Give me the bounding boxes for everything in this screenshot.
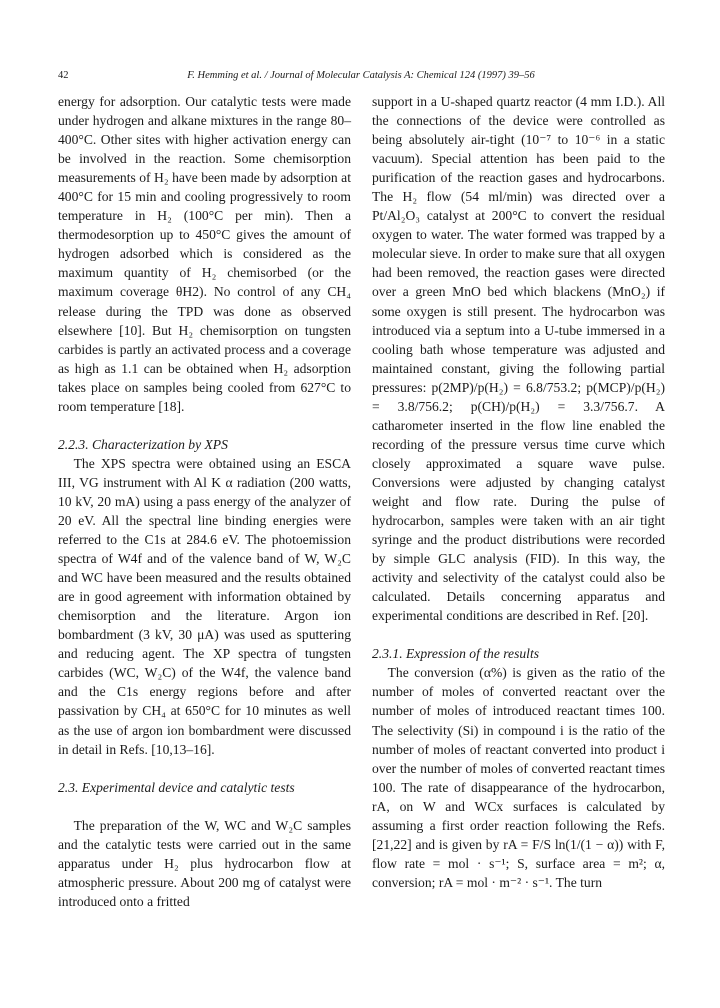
left-column [58,94,351,911]
page-number: 42 [58,70,69,81]
heading-characterization-xps: 2.2.3. Characterization by XPS [58,436,228,452]
paragraph-experimental: The preparation of the W, WC and W₂C samples and the catalytic tests were carried out in the same apparatus under H₂ plus hydrocarbon flow at atmospheric pressure. About 200 mg of catalyst were introduced onto a fritted [58,817,351,909]
right-column [372,94,665,892]
paragraph-apparatus-cont: support in a U-shaped quartz reactor (4 mm I.D.). All the connections of the device were controlled as being absolutely air-tight (10⁻⁷ to 10⁻⁶ in a static vacuum). Special attention has been paid to the purification of the reaction gases and hydrocarbons. The H₂ flow (54 ml/min) was directed over a Pt/Al₂O₃ catalyst at 200°C to convert the residual oxygen to water. The water formed was trapped by a molecular sieve. In order to make sure that all oxygen had been removed, the reaction gases were directed over a green MnO bed which blackens (MnO₂) if some oxygen is still present. The hydrocarbon was introduced via a septum into a U-tube immersed in a cooling bath whose temperature was adjusted and maintained constant, giving the following partial pressures: p(2MP)/p(H₂) = 6.8/753.2; p(MCP)/p(H₂) = 3.8/756.2; p(CH)/p(H₂) = 3.3/756.7. A catharometer inserted in the flow line enabled the recording of the pressure versus time curve which closely approximated a square wave pulse. Conversions were adjusted by changing catalyst weight and flow rate. During the pulse of hydrocarbon, samples were taken with an air tight syringe and the product distributions were recorded by simple GLC analysis (FID). In this way, the activity and selectivity of the catalyst could also be calculated. Details concerning apparatus and experimental conditions are described in Ref. [20]. [372,94,665,624]
page-header [58,68,664,84]
paragraph-chemisorption-cont: energy for adsorption. Our catalytic tests were made under hydrogen and alkane mixtures in the range 80–400°C. Other sites with higher activation energy can be involved in the reaction. Some chemisorption measurements of H₂ have been made by adsorption at 400°C for 15 min and cooling progressively to room temperature in H₂ (100°C per min). Then a thermodesorption up to 450°C gives the amount of hydrogen adsorbed which is considered as the maximum quantity of H₂ chemisorbed (or the maximum coverage θH2). No control of any CH₄ release during the TPD was done as observed elsewhere [10]. But H₂ chemisorption on tungsten carbides is partly an activated process and a coverage as high as 1.1 can be obtained when H₂ adsorption takes place on samples being cooled from 627°C to room temperature [18]. [58,94,351,414]
paragraph-xps: The XPS spectra were obtained using an ESCA III, VG instrument with Al K α radiation (200 watts, 10 kV, 20 mA) using a pass energy of the analyzer of 20 eV. All the spectral line binding energies were referred to the C1s at 284.6 eV. The photoemission spectra of W4f and of the valence band of W, W₂C and WC have been measured and the results obtained are in good agreement with information obtained by chemisorption and the literature. Argon ion bombardment (3 kV, 30 μA) was used as sputtering and reducing agent. The XP spectra of tungsten carbides (WC, W₂C) of the W4f, the valence band and the C1s energy regions before and after passivation by CH₄ at 650°C for 10 minutes as well as the use of argon ion bombardment were discussed in detail in Refs. [10,13–16]. [58,455,351,757]
heading-expression-results: 2.3.1. Expression of the results [372,646,540,662]
heading-experimental-device: 2.3. Experimental device and catalytic tests [58,779,295,795]
running-head: F. Hemming et al. / Journal of Molecular Catalysis A: Chemical 124 (1997) 39–56 [187,70,535,81]
paragraph-results: The conversion (α%) is given as the ratio of the number of moles of converted reactant over the number of moles of introduced reactant times 100. The selectivity (Si) in compound i is the ratio of the number of moles of reactant converted into product i over the number of moles of converted reactant times 100. The rate of disappearance of the hydrocarbon, rA, on W and WCx surfaces is calculated by assuming a first order reaction following the Refs. [21,22] and is given by rA = F/S ln(1/(1 − α)) with F, flow rate = mol · s⁻¹; S, surface area = m²; α, conversion; rA = mol · m⁻² · s⁻¹. The turn [372,665,665,890]
